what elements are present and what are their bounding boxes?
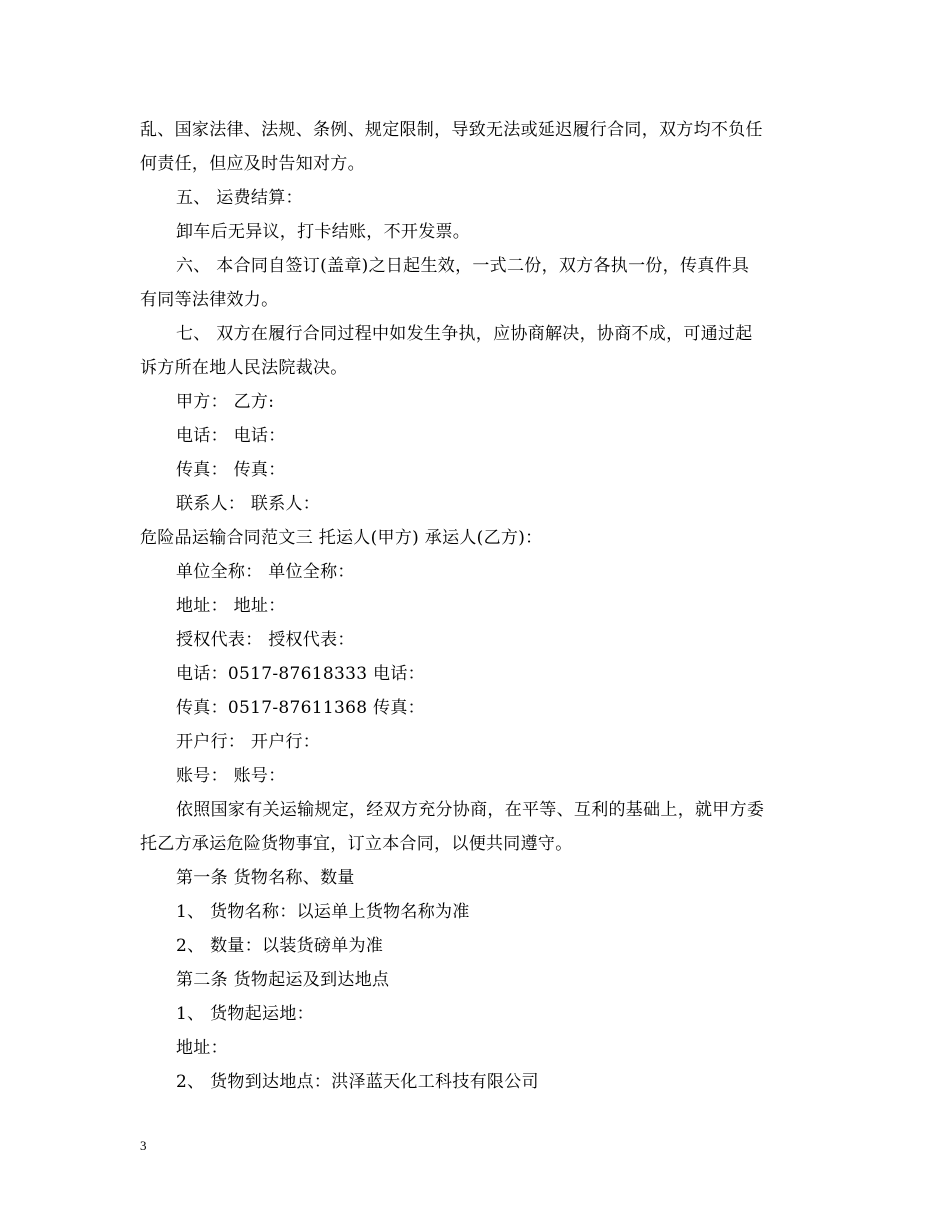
text-line: 乱、国家法律、法规、条例、规定限制，导致无法或延迟履行合同，双方均不负任 (140, 120, 763, 140)
account-line: 账号： 账号： (176, 766, 286, 786)
party-line: 甲方： 乙方: (176, 392, 275, 412)
list-item: 1、 货物起运地： (176, 1004, 314, 1024)
page-number: 3 (140, 1138, 147, 1153)
text-line: 托乙方承运危险货物事宜，订立本合同，以便共同遵守。 (140, 834, 573, 854)
phone-line: 电话：0517-87618333 电话： (176, 664, 425, 684)
address-line: 地址： 地址： (176, 596, 286, 616)
text-line: 诉方所在地人民法院裁决。 (140, 358, 348, 378)
text-line: 卸车后无异议，打卡结账，不开发票。 (176, 222, 471, 242)
list-item: 1、 货物名称：以运单上货物名称为准 (176, 902, 470, 922)
representative-line: 授权代表： 授权代表： (176, 630, 355, 650)
section-heading: 五、 运费结算： (176, 188, 303, 208)
article-heading: 第一条 货物名称、数量 (176, 868, 355, 888)
text-line: 六、 本合同自签订(盖章)之日起生效，一式二份，双方各执一份，传真件具 (176, 256, 750, 276)
document-title-line: 危险品运输合同范文三 托运人(甲方) 承运人(乙方)： (140, 528, 543, 548)
bank-line: 开户行： 开户行： (176, 732, 321, 752)
contact-line: 联系人： 联系人： (176, 494, 321, 514)
list-item: 2、 货物到达地点：洪泽蓝天化工科技有限公司 (176, 1072, 539, 1092)
fax-line: 传真：0517-87611368 传真： (176, 698, 425, 718)
address-line: 地址： (176, 1038, 228, 1058)
fax-line: 传真： 传真： (176, 460, 286, 480)
article-heading: 第二条 货物起运及到达地点 (176, 970, 390, 990)
text-line: 七、 双方在履行合同过程中如发生争执，应协商解决，协商不成，可通过起 (176, 324, 753, 344)
text-line: 有同等法律效力。 (140, 290, 279, 310)
text-line: 依照国家有关运输规定，经双方充分协商，在平等、互利的基础上，就甲方委 (176, 800, 765, 820)
company-name-line: 单位全称： 单位全称： (176, 562, 355, 582)
text-line: 何责任，但应及时告知对方。 (140, 154, 365, 174)
list-item: 2、 数量：以装货磅单为准 (176, 936, 384, 956)
phone-line: 电话： 电话： (176, 426, 286, 446)
